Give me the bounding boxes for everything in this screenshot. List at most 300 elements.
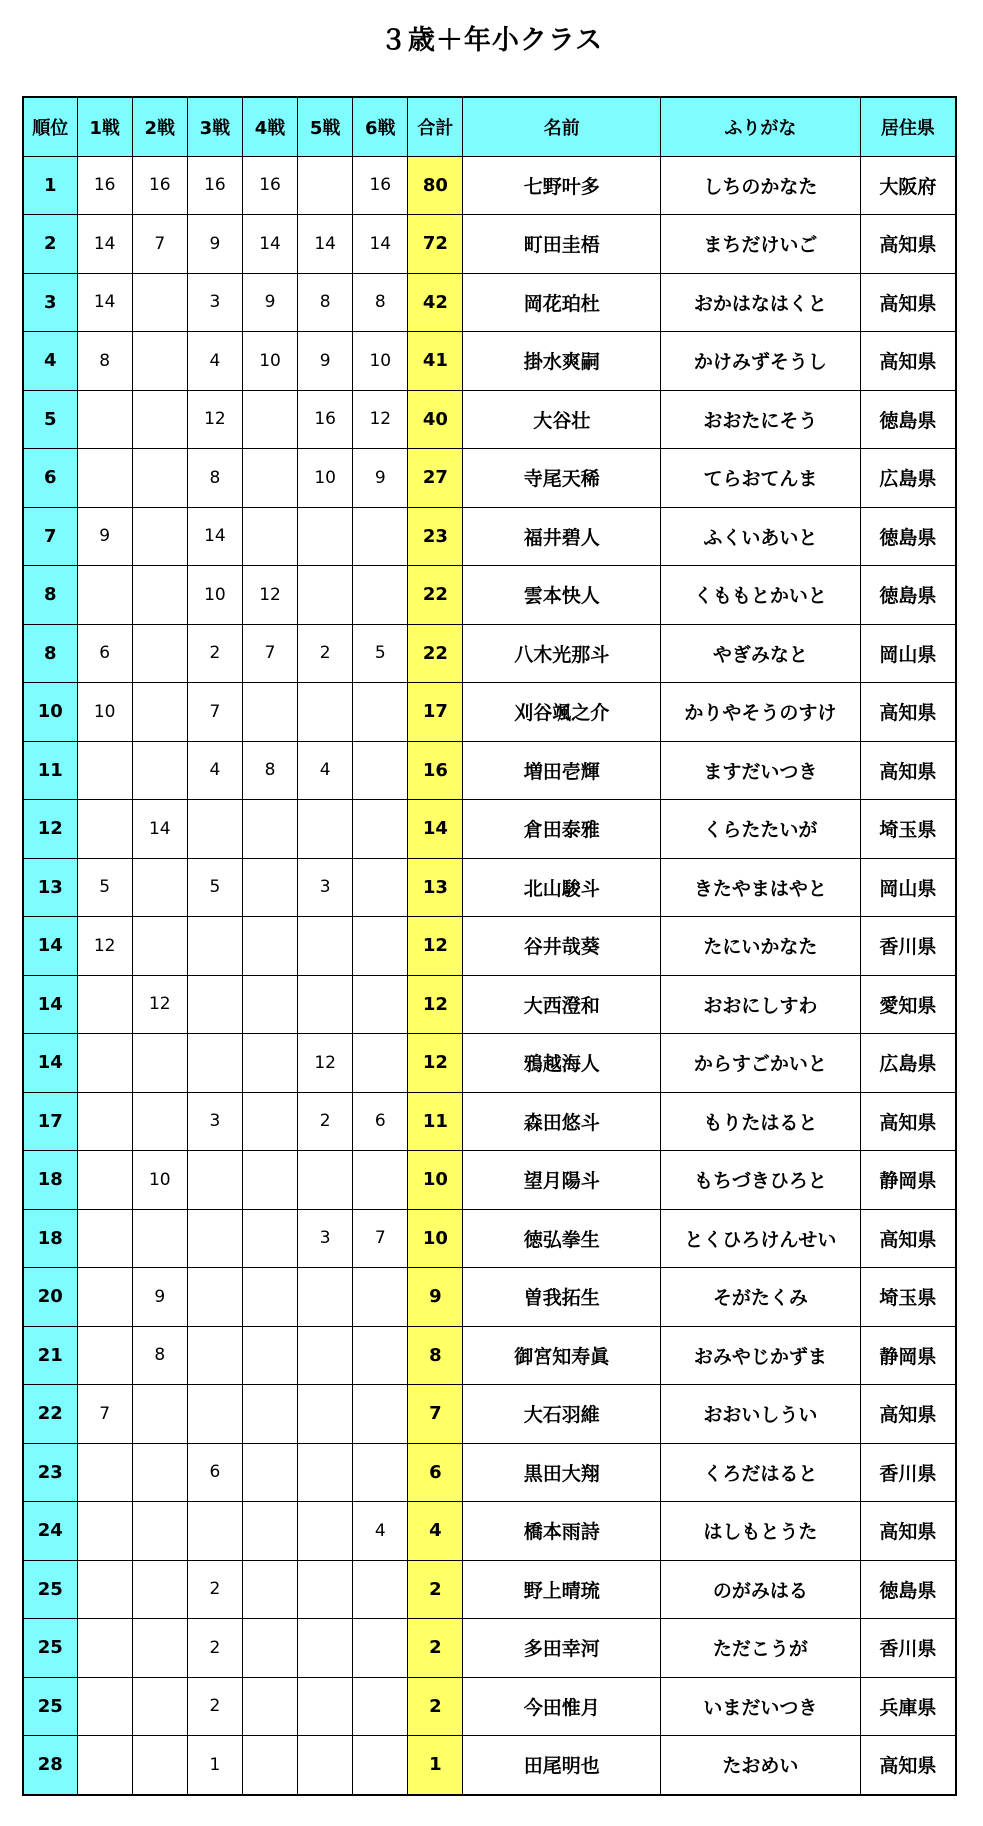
kana-cell: くらたたいが [661,800,861,859]
total-cell: 16 [408,741,463,800]
table-row [23,624,956,683]
table-row [23,1560,956,1619]
battle-1-cell: 6 [77,624,132,683]
page-title: ３歳＋年小クラス [379,25,604,56]
battle-3-cell [187,1209,242,1268]
battle-3-cell [187,975,242,1034]
battle-4-cell [242,917,297,976]
header-battle-4: 4戦 [242,97,297,156]
total-cell: 11 [408,1092,463,1151]
prefecture-cell: 高知県 [860,683,956,742]
battle-4-cell [242,1151,297,1210]
battle-4-cell: 16 [242,156,297,215]
battle-5-cell [298,507,353,566]
battle-4-cell [242,1443,297,1502]
battle-2-cell: 9 [132,1268,187,1327]
total-cell: 23 [408,507,463,566]
battle-2-cell [132,1209,187,1268]
battle-2-cell [132,1736,187,1795]
battle-4-cell [242,1560,297,1619]
battle-4-cell [242,1209,297,1268]
battle-6-cell [353,1560,408,1619]
battle-3-cell: 7 [187,683,242,742]
kana-cell: ふくいあいと [661,507,861,566]
total-cell: 80 [408,156,463,215]
battle-5-cell: 3 [298,1209,353,1268]
battle-2-cell [132,507,187,566]
rank-cell: 3 [23,273,77,332]
kana-cell: とくひろけんせい [661,1209,861,1268]
name-cell: 岡花珀杜 [463,273,661,332]
battle-3-cell: 10 [187,566,242,625]
battle-4-cell [242,1092,297,1151]
battle-5-cell [298,975,353,1034]
battle-2-cell [132,449,187,508]
battle-2-cell [132,1443,187,1502]
prefecture-cell: 高知県 [860,1736,956,1795]
kana-cell: からすごかいと [661,1034,861,1093]
kana-cell: たにいかなた [661,917,861,976]
battle-5-cell [298,683,353,742]
battle-5-cell [298,1619,353,1678]
battle-2-cell [132,683,187,742]
total-cell: 27 [408,449,463,508]
battle-1-cell [77,1560,132,1619]
total-cell: 72 [408,215,463,274]
battle-4-cell [242,1677,297,1736]
table-row [23,1034,956,1093]
name-cell: 徳弘拳生 [463,1209,661,1268]
name-cell: 七野叶多 [463,156,661,215]
battle-6-cell [353,1619,408,1678]
battle-6-cell [353,566,408,625]
battle-6-cell: 4 [353,1502,408,1561]
rank-cell: 23 [23,1443,77,1502]
ranking-table [22,96,957,1796]
battle-1-cell [77,1443,132,1502]
battle-4-cell [242,683,297,742]
battle-4-cell [242,1502,297,1561]
header-battle-1: 1戦 [77,97,132,156]
battle-1-cell: 7 [77,1385,132,1444]
battle-3-cell: 4 [187,741,242,800]
battle-3-cell: 2 [187,1619,242,1678]
battle-1-cell [77,1736,132,1795]
battle-3-cell [187,800,242,859]
battle-6-cell [353,1385,408,1444]
battle-2-cell [132,1092,187,1151]
name-cell: 曽我拓生 [463,1268,661,1327]
battle-2-cell [132,1619,187,1678]
prefecture-cell: 兵庫県 [860,1677,956,1736]
total-cell: 10 [408,1151,463,1210]
total-cell: 41 [408,332,463,391]
rank-cell: 10 [23,683,77,742]
battle-1-cell [77,800,132,859]
rank-cell: 7 [23,507,77,566]
total-cell: 12 [408,1034,463,1093]
battle-5-cell [298,1443,353,1502]
name-cell: 黒田大翔 [463,1443,661,1502]
name-cell: 田尾明也 [463,1736,661,1795]
battle-6-cell: 16 [353,156,408,215]
battle-6-cell [353,507,408,566]
total-cell: 40 [408,390,463,449]
battle-2-cell [132,1502,187,1561]
battle-1-cell: 14 [77,215,132,274]
battle-2-cell: 16 [132,156,187,215]
header-total: 合計 [408,97,463,156]
battle-6-cell [353,1736,408,1795]
rank-cell: 18 [23,1209,77,1268]
battle-5-cell [298,1677,353,1736]
battle-1-cell [77,566,132,625]
battle-2-cell [132,917,187,976]
battle-6-cell: 10 [353,332,408,391]
battle-6-cell: 12 [353,390,408,449]
battle-5-cell: 8 [298,273,353,332]
total-cell: 2 [408,1619,463,1678]
battle-1-cell [77,1092,132,1151]
table-row [23,917,956,976]
rank-cell: 28 [23,1736,77,1795]
battle-5-cell [298,566,353,625]
kana-cell: やぎみなと [661,624,861,683]
table-row [23,507,956,566]
name-cell: 寺尾天稀 [463,449,661,508]
name-cell: 谷井哉葵 [463,917,661,976]
kana-cell: のがみはる [661,1560,861,1619]
battle-4-cell: 10 [242,332,297,391]
battle-3-cell: 8 [187,449,242,508]
kana-cell: もちづきひろと [661,1151,861,1210]
name-cell: 大谷壮 [463,390,661,449]
prefecture-cell: 高知県 [860,215,956,274]
name-cell: 今田惟月 [463,1677,661,1736]
battle-1-cell [77,975,132,1034]
rank-cell: 8 [23,566,77,625]
rank-cell: 1 [23,156,77,215]
rank-cell: 21 [23,1326,77,1385]
name-cell: 福井碧人 [463,507,661,566]
header-kana: ふりがな [661,97,861,156]
battle-3-cell: 3 [187,1092,242,1151]
header-battle-6: 6戦 [353,97,408,156]
prefecture-cell: 埼玉県 [860,800,956,859]
header-battle-3: 3戦 [187,97,242,156]
battle-4-cell [242,1034,297,1093]
kana-cell: まちだけいご [661,215,861,274]
total-cell: 42 [408,273,463,332]
kana-cell: たおめい [661,1736,861,1795]
battle-6-cell: 14 [353,215,408,274]
name-cell: 鴉越海人 [463,1034,661,1093]
battle-1-cell: 10 [77,683,132,742]
name-cell: 大西澄和 [463,975,661,1034]
table-row [23,800,956,859]
rank-cell: 20 [23,1268,77,1327]
prefecture-cell: 静岡県 [860,1326,956,1385]
battle-3-cell: 1 [187,1736,242,1795]
battle-5-cell: 14 [298,215,353,274]
header-battle-2: 2戦 [132,97,187,156]
header-battle-5: 5戦 [298,97,353,156]
battle-4-cell: 7 [242,624,297,683]
prefecture-cell: 高知県 [860,1385,956,1444]
table-row [23,1385,956,1444]
battle-6-cell [353,1443,408,1502]
prefecture-cell: 岡山県 [860,858,956,917]
battle-2-cell: 12 [132,975,187,1034]
battle-2-cell [132,273,187,332]
battle-1-cell [77,1034,132,1093]
rank-cell: 17 [23,1092,77,1151]
name-cell: 刈谷颯之介 [463,683,661,742]
total-cell: 2 [408,1677,463,1736]
battle-6-cell [353,1268,408,1327]
battle-2-cell [132,390,187,449]
rank-cell: 4 [23,332,77,391]
table-row [23,156,956,215]
table-row [23,858,956,917]
battle-3-cell: 2 [187,624,242,683]
battle-6-cell [353,1677,408,1736]
rank-cell: 14 [23,1034,77,1093]
name-cell: 多田幸河 [463,1619,661,1678]
battle-6-cell [353,975,408,1034]
ranking-body [23,156,956,1795]
battle-6-cell: 9 [353,449,408,508]
kana-cell: もりたはると [661,1092,861,1151]
battle-3-cell: 5 [187,858,242,917]
battle-3-cell: 16 [187,156,242,215]
table-row [23,1209,956,1268]
battle-4-cell [242,1736,297,1795]
battle-2-cell [132,858,187,917]
battle-2-cell [132,566,187,625]
total-cell: 8 [408,1326,463,1385]
battle-6-cell [353,858,408,917]
total-cell: 17 [408,683,463,742]
battle-1-cell: 5 [77,858,132,917]
name-cell: 望月陽斗 [463,1151,661,1210]
battle-1-cell: 9 [77,507,132,566]
rank-cell: 18 [23,1151,77,1210]
table-row [23,1502,956,1561]
battle-5-cell: 9 [298,332,353,391]
table-row [23,566,956,625]
table-row [23,1326,956,1385]
name-cell: 増田壱輝 [463,741,661,800]
name-cell: 野上晴琉 [463,1560,661,1619]
kana-cell: おおいしうい [661,1385,861,1444]
table-row [23,273,956,332]
rank-cell: 11 [23,741,77,800]
total-cell: 1 [408,1736,463,1795]
battle-5-cell [298,156,353,215]
battle-6-cell: 6 [353,1092,408,1151]
battle-6-cell [353,1034,408,1093]
kana-cell: かりやそうのすけ [661,683,861,742]
battle-6-cell [353,1151,408,1210]
name-cell: 雲本快人 [463,566,661,625]
kana-cell: くももとかいと [661,566,861,625]
battle-5-cell: 10 [298,449,353,508]
rank-cell: 22 [23,1385,77,1444]
battle-3-cell [187,1034,242,1093]
battle-1-cell [77,1326,132,1385]
battle-5-cell [298,1268,353,1327]
prefecture-cell: 広島県 [860,449,956,508]
table-row [23,1443,956,1502]
table-row [23,390,956,449]
kana-cell: はしもとうた [661,1502,861,1561]
prefecture-cell: 徳島県 [860,566,956,625]
battle-5-cell [298,1326,353,1385]
battle-2-cell [132,624,187,683]
rank-cell: 6 [23,449,77,508]
battle-2-cell [132,1034,187,1093]
kana-cell: いまだいつき [661,1677,861,1736]
battle-1-cell [77,741,132,800]
battle-2-cell [132,1385,187,1444]
battle-2-cell [132,1560,187,1619]
kana-cell: そがたくみ [661,1268,861,1327]
name-cell: 大石羽維 [463,1385,661,1444]
battle-5-cell [298,917,353,976]
total-cell: 2 [408,1560,463,1619]
rank-cell: 24 [23,1502,77,1561]
battle-3-cell [187,1326,242,1385]
total-cell: 22 [408,624,463,683]
kana-cell: ますだいつき [661,741,861,800]
table-row [23,449,956,508]
prefecture-cell: 高知県 [860,273,956,332]
total-cell: 10 [408,1209,463,1268]
battle-3-cell: 9 [187,215,242,274]
rank-cell: 25 [23,1560,77,1619]
rank-cell: 25 [23,1619,77,1678]
table-row [23,741,956,800]
prefecture-cell: 高知県 [860,332,956,391]
prefecture-cell: 静岡県 [860,1151,956,1210]
battle-4-cell: 8 [242,741,297,800]
battle-5-cell: 3 [298,858,353,917]
battle-5-cell: 2 [298,624,353,683]
battle-6-cell [353,800,408,859]
name-cell: 森田悠斗 [463,1092,661,1151]
rank-cell: 25 [23,1677,77,1736]
battle-1-cell [77,1151,132,1210]
battle-3-cell: 6 [187,1443,242,1502]
battle-4-cell [242,800,297,859]
table-row [23,1092,956,1151]
battle-2-cell: 14 [132,800,187,859]
battle-1-cell [77,1619,132,1678]
prefecture-cell: 広島県 [860,1034,956,1093]
kana-cell: おみやじかずま [661,1326,861,1385]
total-cell: 12 [408,917,463,976]
prefecture-cell: 徳島県 [860,390,956,449]
name-cell: 町田圭梧 [463,215,661,274]
rank-cell: 14 [23,975,77,1034]
battle-3-cell: 4 [187,332,242,391]
total-cell: 6 [408,1443,463,1502]
battle-4-cell [242,1385,297,1444]
battle-5-cell: 2 [298,1092,353,1151]
battle-5-cell: 12 [298,1034,353,1093]
battle-1-cell [77,1677,132,1736]
table-row [23,1677,956,1736]
battle-2-cell [132,332,187,391]
name-cell: 倉田泰雅 [463,800,661,859]
total-cell: 14 [408,800,463,859]
battle-3-cell [187,1385,242,1444]
total-cell: 7 [408,1385,463,1444]
battle-1-cell [77,1209,132,1268]
kana-cell: おかはなはくと [661,273,861,332]
battle-5-cell: 4 [298,741,353,800]
kana-cell: ただこうが [661,1619,861,1678]
battle-5-cell [298,800,353,859]
header-name: 名前 [463,97,661,156]
battle-4-cell [242,1326,297,1385]
total-cell: 12 [408,975,463,1034]
table-row [23,1619,956,1678]
table-row [23,1736,956,1795]
prefecture-cell: 香川県 [860,1619,956,1678]
kana-cell: てらおてんま [661,449,861,508]
prefecture-cell: 埼玉県 [860,1268,956,1327]
kana-cell: かけみずそうし [661,332,861,391]
battle-3-cell [187,1151,242,1210]
prefecture-cell: 高知県 [860,1209,956,1268]
battle-6-cell [353,741,408,800]
battle-2-cell: 7 [132,215,187,274]
name-cell: 御宮知寿眞 [463,1326,661,1385]
battle-4-cell [242,975,297,1034]
battle-5-cell [298,1560,353,1619]
name-cell: 八木光那斗 [463,624,661,683]
kana-cell: おおにしすわ [661,975,861,1034]
battle-1-cell: 14 [77,273,132,332]
table-row [23,332,956,391]
battle-6-cell [353,917,408,976]
table-row [23,1268,956,1327]
battle-6-cell [353,1326,408,1385]
battle-2-cell: 8 [132,1326,187,1385]
battle-6-cell: 8 [353,273,408,332]
prefecture-cell: 愛知県 [860,975,956,1034]
rank-cell: 14 [23,917,77,976]
total-cell: 4 [408,1502,463,1561]
table-row [23,1151,956,1210]
prefecture-cell: 大阪府 [860,156,956,215]
battle-3-cell: 14 [187,507,242,566]
header-row [23,97,956,156]
battle-2-cell [132,741,187,800]
battle-2-cell [132,1677,187,1736]
battle-2-cell: 10 [132,1151,187,1210]
name-cell: 掛水爽嗣 [463,332,661,391]
battle-3-cell [187,1268,242,1327]
battle-1-cell: 12 [77,917,132,976]
prefecture-cell: 高知県 [860,741,956,800]
table-row [23,215,956,274]
prefecture-cell: 徳島県 [860,1560,956,1619]
rank-cell: 8 [23,624,77,683]
battle-3-cell [187,917,242,976]
